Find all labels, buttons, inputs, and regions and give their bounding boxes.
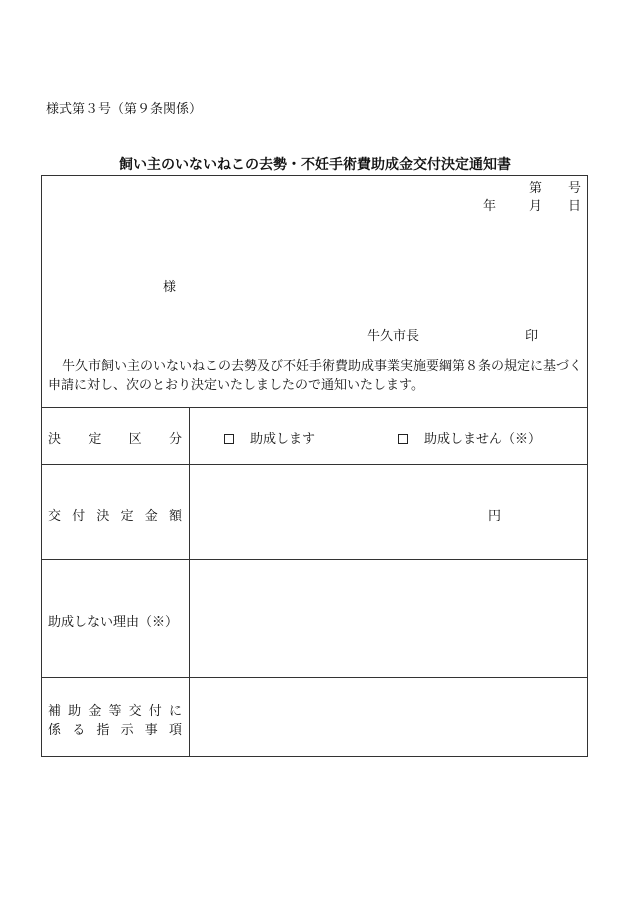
recipient-suffix: 様 [163, 280, 177, 295]
column-divider [189, 407, 190, 756]
row-divider [42, 407, 587, 408]
number-label-dai: 第 [529, 181, 543, 196]
form-number: 様式第３号（第９条関係） [46, 102, 203, 117]
checkbox-deny[interactable] [398, 434, 408, 444]
notice-body-text: 牛久市飼い主のいないねこの去勢及び不妊手術費助成事業実施要綱第８条の規定に基づく申請に対し、次のとおり決定いたしましたので通知いたします。 [48, 359, 583, 393]
row-divider [42, 559, 587, 560]
seal-mark: 印 [525, 329, 539, 344]
checkbox-grant[interactable] [224, 434, 234, 444]
grant-amount-label: 交 付 決 定 金 額 [48, 509, 182, 524]
instructions-label-line2: 係 る 指 示 事 項 [48, 723, 182, 738]
date-year: 年 [483, 199, 497, 214]
option-grant[interactable]: 助成します [224, 428, 315, 447]
reason-label: 助成しない理由（※） [48, 615, 179, 630]
decision-label: 決 定 区 分 [48, 432, 182, 447]
date-day: 日 [568, 199, 582, 214]
notice-form [41, 175, 588, 757]
row-divider [42, 677, 587, 678]
issuer-name: 牛久市長 [367, 329, 420, 344]
number-label-go: 号 [568, 181, 582, 196]
date-month: 月 [529, 199, 543, 214]
instructions-label-line1: 補 助 金 等 交 付 に [48, 704, 182, 719]
row-divider [42, 464, 587, 465]
document-title: 飼い主のいないねこの去勢・不妊手術費助成金交付決定通知書 [119, 157, 511, 173]
option-deny[interactable]: 助成しません（※） [398, 428, 541, 447]
yen-unit: 円 [488, 509, 502, 524]
